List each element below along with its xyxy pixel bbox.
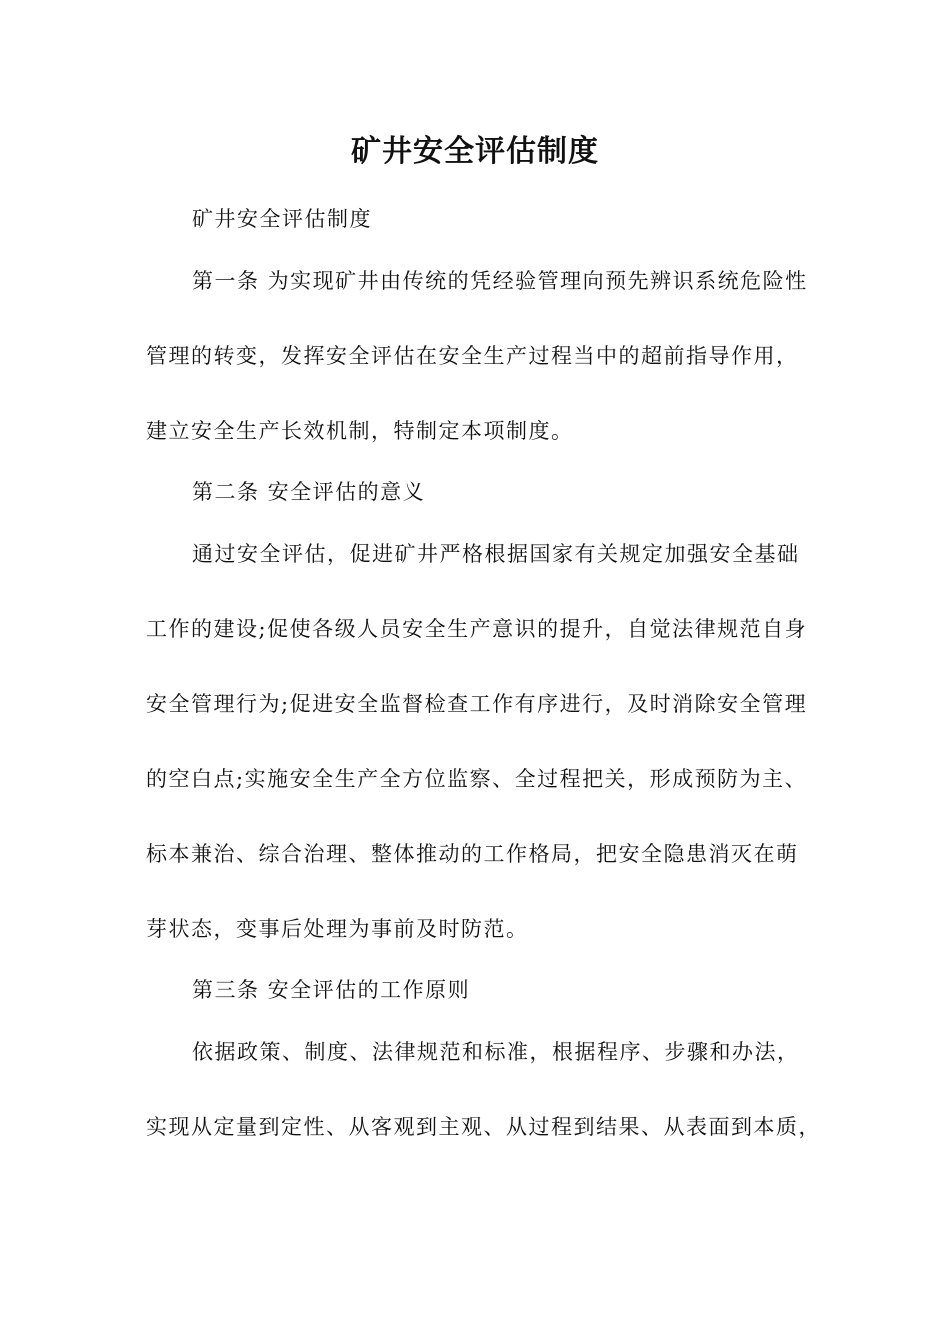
subtitle-line: 矿井安全评估制度 bbox=[192, 207, 372, 231]
text-line: 工作的建设;促使各级人员安全生产意识的提升，自觉法律规范自身 bbox=[146, 617, 808, 641]
text-line: 依据政策、制度、法律规范和标准，根据程序、步骤和办法， bbox=[192, 1040, 800, 1064]
section-heading: 第二条 安全评估的意义 bbox=[192, 480, 426, 504]
text-line: 实现从定量到定性、从客观到主观、从过程到结果、从表面到本质， bbox=[146, 1115, 821, 1139]
text-line: 管理的转变，发挥安全评估在安全生产过程当中的超前指导作用， bbox=[146, 344, 799, 368]
text-line: 第一条 为实现矿井由传统的凭经验管理向预先辨识系统危险性 bbox=[192, 269, 808, 293]
text-line: 标本兼治、综合治理、整体推动的工作格局，把安全隐患消灭在萌 bbox=[146, 842, 799, 866]
text-line: 建立安全生产长效机制，特制定本项制度。 bbox=[146, 419, 574, 443]
section-heading: 第三条 安全评估的工作原则 bbox=[192, 978, 471, 1002]
text-line: 芽状态，变事后处理为事前及时防范。 bbox=[146, 917, 529, 941]
text-line: 通过安全评估，促进矿井严格根据国家有关规定加强安全基础 bbox=[192, 542, 800, 566]
text-line: 安全管理行为;促进安全监督检查工作有序进行，及时消除安全管理 bbox=[146, 692, 808, 716]
text-line: 的空白点;实施安全生产全方位监察、全过程把关，形成预防为主、 bbox=[146, 767, 808, 791]
document-title: 矿井安全评估制度 bbox=[351, 134, 599, 169]
